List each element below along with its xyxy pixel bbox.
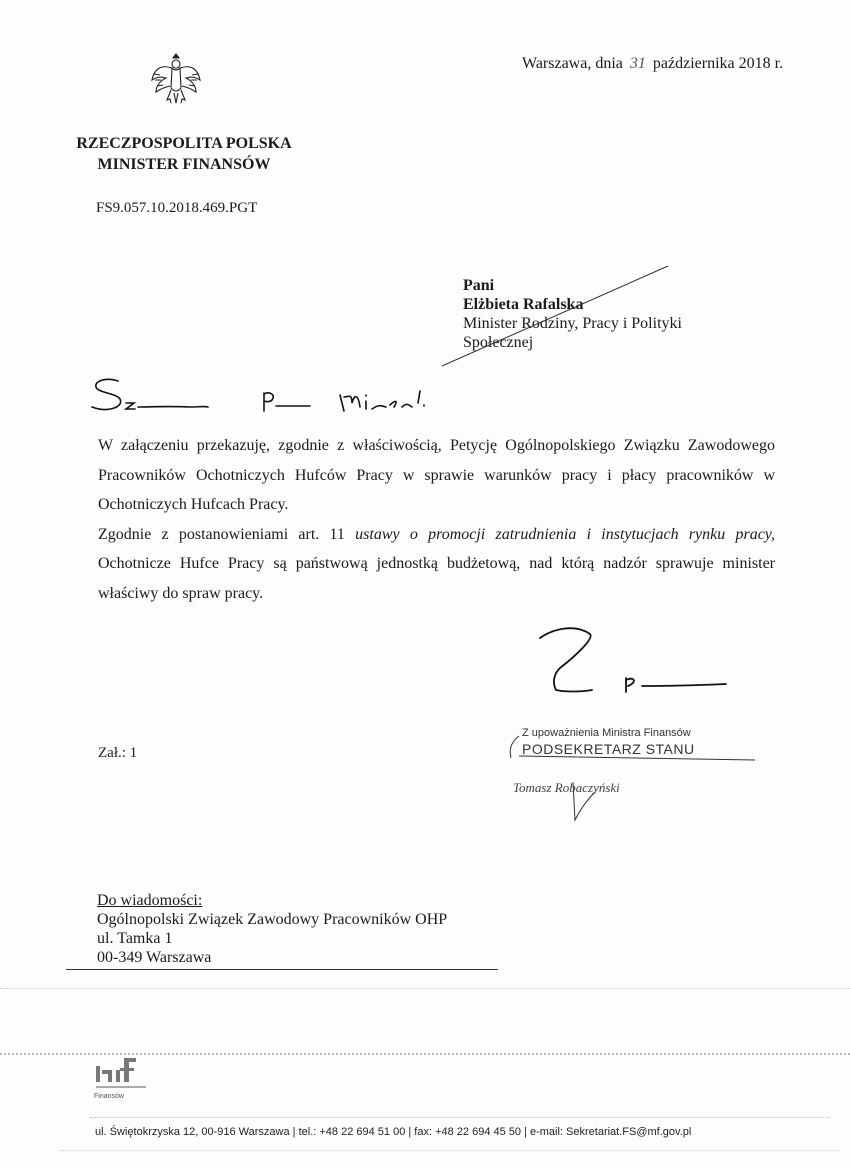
republic-heading: RZECZPOSPOLITA POLSKA (76, 135, 292, 152)
law-title: ustawy o promocji zatrudnienia i instytucjach rynku pracy, (355, 525, 776, 543)
attachments-note: Zał.: 1 (98, 745, 138, 761)
date-day-handwritten: 31 (629, 55, 646, 72)
handwritten-greeting (90, 373, 440, 421)
reference-number: FS9.057.10.2018.469.PGT (96, 200, 258, 216)
stamp-authorization: Z upoważnienia Ministra Finansów (522, 727, 691, 739)
cc-block (97, 891, 447, 967)
scan-artifact-line (90, 1117, 830, 1118)
ministry-heading: MINISTER FINANSÓW (97, 156, 271, 173)
official-stamp (505, 722, 755, 827)
date-suffix: października 2018 r. (652, 55, 784, 72)
body-paragraph-2-end: Ochotnicze Hufce Pracy są państwową jednostką budżetową, nad którą nadzór sprawuje minister właściwy do spraw pracy. (98, 555, 775, 602)
letter-body (98, 431, 775, 608)
addressee-title-line2: Społecznej (463, 334, 534, 351)
cc-heading: Do wiadomości: (97, 892, 203, 909)
logo-caption: Finansów (94, 1093, 124, 1100)
addressee-title-line1: Minister Rodziny, Pracy i Polityki (463, 315, 682, 332)
ministry-logo (94, 1052, 174, 1102)
body-paragraph-2-start: Zgodnie z postanowieniami art. 11 (98, 525, 345, 543)
body-paragraph-2 (98, 520, 775, 609)
date-line (522, 55, 783, 73)
scan-artifact-line (0, 988, 850, 989)
addressee-salutation: Pani (463, 277, 495, 294)
stamp-position: PODSEKRETARZ STANU (522, 741, 695, 757)
eagle-emblem-icon (150, 50, 202, 106)
diagonal-pen-stroke (440, 262, 680, 372)
mf-logo-icon (94, 1052, 174, 1092)
handwritten-signature (530, 620, 750, 710)
cc-line-1: Ogólnopolski Związek Zawodowy Pracowników OHP (97, 911, 448, 928)
cc-line-2: ul. Tamka 1 (97, 930, 173, 947)
cc-line-3: 00-349 Warszawa (97, 949, 212, 966)
stamp-signatory-name: Tomasz Robaczyński (513, 780, 620, 795)
addressee-name: Elżbieta Rafalska (463, 296, 584, 313)
sender-block (64, 133, 304, 175)
date-prefix: Warszawa, dnia (522, 55, 623, 72)
cc-underline (66, 969, 498, 970)
scan-artifact-line (60, 1150, 840, 1151)
footer-contact: ul. Świętokrzyska 12, 00-916 Warszawa | tel.: +48 22 694 51 00 | fax: +48 22 694 45 50 | e-mail: Sekretariat.FS@mf.gov.pl (95, 1126, 692, 1138)
body-paragraph-1: W załączeniu przekazuję, zgodnie z właściwością, Petycję Ogólnopolskiego Związku Zawodowego Pracowników Ochotniczych Hufców Pracy w sprawie warunków pracy i płacy pracowników w Ochotniczych Hufcach Pracy. (98, 437, 775, 513)
